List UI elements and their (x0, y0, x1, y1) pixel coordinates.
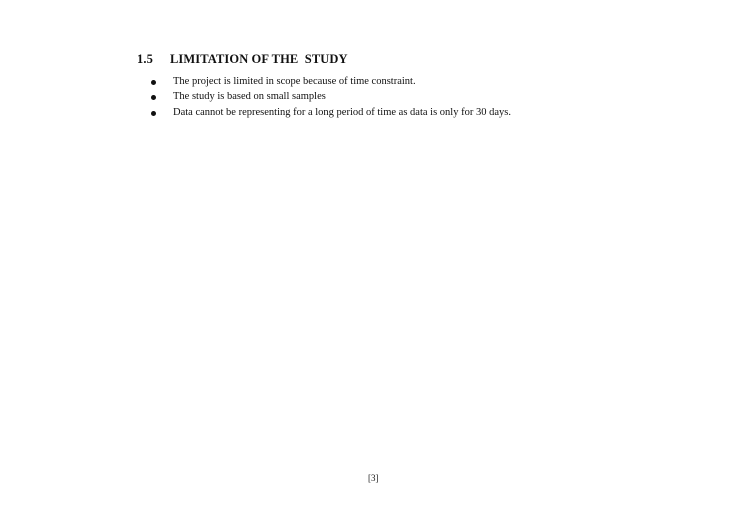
list-item-text: The study is based on small samples (173, 91, 326, 103)
list-item (150, 105, 610, 120)
bullet-icon (151, 95, 156, 100)
list-item-text: Data cannot be representing for a long period of time as data is only for 30 days. (173, 106, 511, 118)
section-title: LIMITATION OF THE STUDY (170, 52, 348, 66)
page-number: [3] (368, 473, 379, 483)
section-heading (137, 52, 348, 67)
limitations-list (150, 74, 610, 120)
bullet-icon (151, 111, 156, 116)
list-item-text: The project is limited in scope because of time constraint. (173, 76, 416, 87)
section-number: 1.5 (137, 52, 153, 66)
list-item (150, 89, 610, 104)
list-item (150, 74, 610, 89)
bullet-icon (151, 80, 156, 85)
